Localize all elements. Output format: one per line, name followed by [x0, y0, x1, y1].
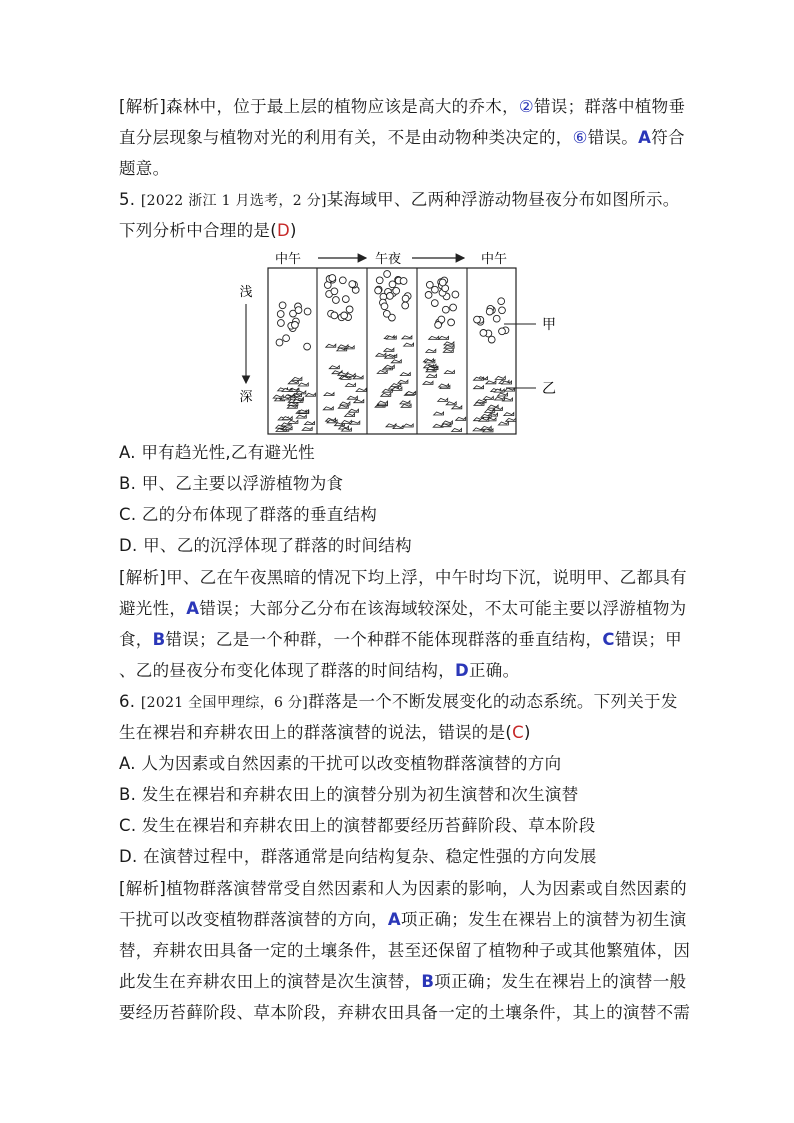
species-a-marker — [474, 316, 481, 323]
species-b-marker — [400, 373, 410, 376]
species-a-marker — [333, 297, 340, 304]
species-a-marker — [278, 320, 285, 327]
species-a-marker — [431, 300, 438, 307]
species-b-marker — [456, 417, 466, 420]
species-a-marker — [376, 277, 383, 284]
species-b-marker — [384, 365, 394, 368]
species-b-marker — [354, 400, 364, 403]
species-a-marker — [331, 288, 338, 295]
species-b-marker — [479, 418, 489, 421]
species-a-marker — [341, 312, 348, 319]
species-a-marker — [349, 281, 356, 288]
species-b-marker — [338, 405, 348, 408]
q6-answer: C — [512, 723, 524, 742]
species-a-marker — [383, 310, 390, 317]
species-b-marker — [288, 381, 298, 384]
species-b-marker — [305, 422, 315, 425]
q6-option-d: D. 在演替过程中，群落通常是向结构复杂、稳定性强的方向发展 — [119, 847, 597, 866]
q5-analysis-line-3: 食，B错误；乙是一个种群，一个种群不能体现群落的垂直结构，C错误；甲 — [119, 630, 682, 649]
time-label-noon-1: 中午 — [274, 252, 302, 267]
species-b-marker — [347, 396, 357, 399]
q6-stem-line-1: 6. [2021 全国甲理综，6 分]群落是一个不断发展变化的动态系统。下列关于发 — [119, 692, 678, 711]
species-b-marker — [426, 349, 436, 352]
species-b-marker — [298, 383, 308, 386]
species-b-marker — [398, 380, 408, 383]
analysis-prev-line-3: 题意。 — [119, 159, 170, 178]
species-b-marker — [402, 336, 412, 339]
q5-source: [2022 浙江 1 月选考，2 分] — [140, 193, 327, 209]
q6-analysis-line-3: 替，弃耕农田具备一定的土壤条件，甚至还保留了植物种子或其他繁殖体，因 — [119, 941, 691, 960]
species-b-marker — [427, 374, 437, 377]
depth-label-shallow: 浅 — [239, 285, 253, 300]
q5-number: 5. — [119, 190, 136, 209]
species-b-marker — [429, 336, 439, 339]
species-b-marker — [302, 427, 312, 430]
species-b-marker — [488, 413, 498, 416]
species-a-marker — [432, 286, 439, 293]
time-label-noon-2: 中午 — [480, 252, 508, 267]
species-b-marker — [504, 413, 514, 416]
species-b-marker — [356, 389, 366, 392]
species-a-marker — [389, 281, 396, 288]
q5-answer: D — [276, 221, 290, 240]
species-a-marker — [381, 303, 388, 310]
species-b-marker — [486, 381, 496, 384]
species-b-marker — [340, 402, 350, 405]
q6-analysis-line-4: 此发生在弃耕农田上的演替是次生演替，B项正确；发生在裸岩上的演替一般 — [119, 972, 687, 991]
species-b-marker — [403, 424, 413, 427]
species-a-marker — [346, 306, 353, 313]
species-b-marker — [345, 414, 355, 417]
q6-analysis-line-5: 要经历苔藓阶段、草本阶段，弃耕农田具备一定的土壤条件，其上的演替不需 — [119, 1003, 691, 1022]
species-a-marker — [329, 275, 336, 282]
q5-stem-line-1: 5. [2022 浙江 1 月选考，2 分]某海域甲、乙两种浮游动物昼夜分布如图所示。 — [119, 190, 680, 209]
species-b-marker — [329, 366, 339, 369]
species-b-marker — [377, 371, 387, 374]
species-b-marker — [378, 401, 388, 404]
species-b-marker — [474, 386, 484, 389]
species-b-marker — [495, 397, 505, 400]
species-b-marker — [346, 383, 356, 386]
species-b-marker — [292, 377, 302, 380]
species-b-marker — [498, 393, 508, 396]
analysis-prev-line-1: [解析]森林中，位于最上层的植物应该是高大的乔木，②错误；群落中植物垂 — [119, 97, 686, 116]
species-b-marker — [452, 406, 462, 409]
q6-option-b: B. 发生在裸岩和弃耕农田上的演替分别为初生演替和次生演替 — [119, 785, 579, 804]
q6-stem-line-2: 生在裸岩和弃耕农田上的群落演替的说法，错误的是(C) — [119, 723, 531, 742]
q5-option-d: D. 甲、乙的沉浮体现了群落的时间结构 — [119, 536, 412, 555]
species-b-marker — [401, 404, 411, 407]
species-a-marker — [384, 271, 391, 278]
species-b-marker — [439, 336, 449, 339]
species-b-marker — [404, 343, 414, 346]
species-b-marker — [505, 388, 515, 391]
species-a-marker — [279, 302, 286, 309]
species-b-marker — [446, 402, 456, 405]
q5-option-c: C. 乙的分布体现了群落的垂直结构 — [119, 505, 378, 524]
species-b-marker — [326, 344, 336, 347]
species-b-marker — [391, 360, 401, 363]
species-a-marker — [480, 330, 487, 337]
species-b-marker — [384, 348, 394, 351]
species-b-marker — [341, 421, 351, 424]
species-b-marker — [452, 429, 462, 432]
species-b-marker — [381, 393, 391, 396]
species-b-marker — [423, 381, 433, 384]
species-b-marker — [282, 417, 292, 420]
species-a-marker — [498, 298, 505, 305]
species-b-label: 乙 — [542, 381, 556, 397]
species-b-marker — [476, 400, 486, 403]
depth-label-deep: 深 — [239, 390, 253, 405]
species-a-marker — [393, 287, 400, 294]
q5-analysis-line-4: 、乙的昼夜分布变化体现了群落的时间结构，D正确。 — [119, 661, 520, 680]
species-a-marker — [450, 304, 457, 311]
species-b-marker — [400, 401, 410, 404]
species-a-marker — [493, 315, 500, 322]
species-b-marker — [444, 345, 454, 348]
species-a-marker — [448, 319, 455, 326]
species-a-marker — [452, 291, 459, 298]
species-b-marker — [498, 422, 508, 425]
species-a-marker — [442, 306, 449, 313]
species-a-marker — [486, 308, 493, 315]
species-a-marker — [499, 307, 506, 314]
q6-source: [2021 全国甲理综，6 分] — [140, 695, 309, 711]
species-b-marker — [434, 412, 444, 415]
species-a-marker — [402, 302, 409, 309]
species-a-marker — [304, 343, 311, 350]
species-a-marker — [499, 328, 506, 335]
q6-analysis-line-1: [解析]植物群落演替常受自然因素和人为因素的影响，人为因素或自然因素的 — [119, 879, 687, 898]
species-a-marker — [304, 308, 311, 315]
species-b-marker — [391, 384, 401, 387]
species-a-marker — [387, 293, 394, 300]
species-b-marker — [382, 389, 392, 392]
time-label-midnight: 午夜 — [374, 252, 402, 267]
q5-option-a: A. 甲有趋光性,乙有避光性 — [119, 443, 315, 462]
species-b-marker — [483, 397, 493, 400]
species-a-marker — [435, 322, 442, 329]
species-b-marker — [386, 424, 396, 427]
species-a-marker — [331, 312, 338, 319]
species-a-marker — [292, 322, 299, 329]
species-a-marker — [439, 279, 446, 286]
q6-analysis-line-2: 干扰可以改变植物群落演替的方向，A项正确；发生在裸岩上的演替为初生演 — [119, 910, 687, 929]
species-b-markers — [273, 336, 516, 432]
q5-analysis-line-2: 避光性，A错误；大部分乙分布在该海域较深处，不太可能主要以浮游植物为 — [119, 599, 687, 618]
q5-option-b: B. 甲、乙主要以浮游植物为食 — [119, 474, 344, 493]
q6-option-a: A. 人为因素或自然因素的干扰可以改变植物群落演替的方向 — [119, 754, 562, 773]
species-b-marker — [444, 371, 454, 374]
species-b-marker — [376, 353, 386, 356]
species-b-marker — [349, 409, 359, 412]
species-b-marker — [495, 376, 505, 379]
species-b-marker — [506, 418, 516, 421]
q5-analysis-line-1: [解析]甲、乙在午夜黑暗的情况下均上浮，中午时均下沉，说明甲、乙都具有 — [119, 568, 687, 587]
species-b-marker — [323, 407, 333, 410]
species-b-marker — [438, 398, 448, 401]
species-b-marker — [324, 393, 334, 396]
species-a-marker — [295, 307, 302, 314]
q5-stem-line-2: 下列分析中合理的是(D) — [119, 221, 297, 240]
species-a-marker — [400, 278, 407, 285]
species-a-label: 甲 — [542, 317, 556, 333]
species-a-marker — [277, 311, 284, 318]
species-b-marker — [273, 395, 283, 398]
q6-option-c: C. 发生在裸岩和弃耕农田上的演替都要经历苔藓阶段、草本阶段 — [119, 816, 596, 835]
species-b-marker — [444, 342, 454, 345]
species-a-marker — [283, 335, 290, 342]
plankton-distribution-figure — [236, 248, 556, 438]
species-b-marker — [443, 349, 453, 352]
species-a-marker — [339, 277, 346, 284]
analysis-prev-line-2: 直分层现象与植物对光的利用有关，不是由动物种类决定的，⑥错误。A符合 — [119, 128, 685, 147]
q6-number: 6. — [119, 692, 136, 711]
species-a-marker — [425, 292, 432, 299]
species-a-marker — [342, 296, 349, 303]
species-b-marker — [306, 393, 316, 396]
species-b-marker — [439, 384, 449, 387]
species-a-marker — [276, 339, 283, 346]
species-a-marker — [488, 336, 495, 343]
species-b-marker — [338, 345, 348, 348]
species-b-marker — [296, 415, 306, 418]
species-b-marker — [288, 420, 298, 423]
species-a-marker — [402, 295, 409, 302]
species-a-marker — [375, 287, 382, 294]
